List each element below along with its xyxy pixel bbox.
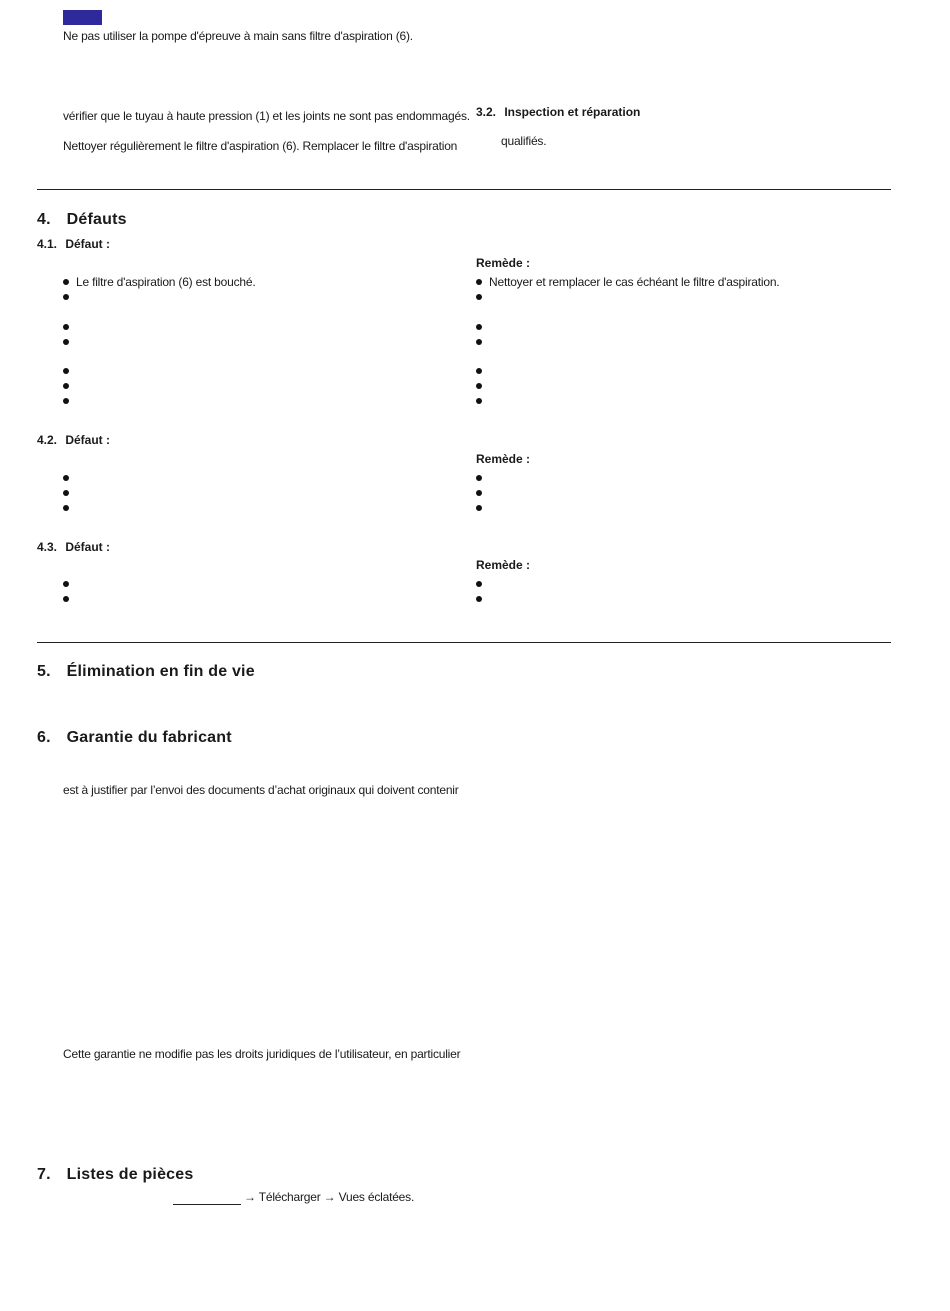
list-bullet <box>63 368 69 374</box>
fault-remedy: Nettoyer et remplacer le cas échéant le filtre d'aspiration. <box>489 275 780 289</box>
fault-number: 4.1. <box>37 237 58 251</box>
fault-label: Défaut : <box>65 237 111 251</box>
list-bullet <box>63 490 69 496</box>
divider <box>37 642 891 643</box>
remedy-label: Remède : <box>476 256 531 270</box>
list-bullet <box>476 339 482 345</box>
list-bullet <box>476 505 482 511</box>
section-4-heading <box>37 211 127 229</box>
section-title: Listes de pièces <box>66 1166 194 1183</box>
list-bullet <box>476 294 482 300</box>
section-number: 3.2. <box>476 105 497 119</box>
list-bullet <box>476 324 482 330</box>
list-bullet <box>63 475 69 481</box>
fault-label: Défaut : <box>65 433 111 447</box>
list-bullet <box>476 398 482 404</box>
list-bullet <box>63 581 69 587</box>
list-bullet <box>476 383 482 389</box>
section-5-heading <box>37 663 255 681</box>
fault-label: Défaut : <box>65 540 111 554</box>
fault-4-2-heading <box>37 433 110 447</box>
list-bullet <box>63 294 69 300</box>
section-number: 7. <box>37 1166 51 1183</box>
website-link[interactable] <box>173 1204 241 1205</box>
fault-number: 4.3. <box>37 540 58 554</box>
list-bullet <box>63 383 69 389</box>
list-bullet <box>476 475 482 481</box>
download-path-text: → Télécharger → Vues éclatées. <box>244 1190 415 1204</box>
list-bullet <box>476 596 482 602</box>
warning-text: Ne pas utiliser la pompe d'épreuve à main sans filtre d'aspiration (6). <box>63 29 413 43</box>
fault-4-3-heading <box>37 540 110 554</box>
list-bullet <box>63 398 69 404</box>
list-bullet <box>63 505 69 511</box>
warranty-paragraph-2: Cette garantie ne modifie pas les droits juridiques de l’utilisateur, en particulier <box>63 1047 461 1061</box>
remedy-label: Remède : <box>476 452 531 466</box>
list-bullet <box>63 324 69 330</box>
list-bullet <box>63 339 69 345</box>
list-bullet <box>63 596 69 602</box>
fault-number: 4.2. <box>37 433 58 447</box>
divider <box>37 189 891 190</box>
fault-cause: Le filtre d'aspiration (6) est bouché. <box>76 275 256 289</box>
section-number: 4. <box>37 211 51 228</box>
section-number: 6. <box>37 729 51 746</box>
section-title: Inspection et réparation <box>504 105 641 119</box>
section-7-heading <box>37 1166 193 1184</box>
warranty-paragraph-1: est à justifier par l’envoi des documents d’achat originaux qui doivent contenir <box>63 783 459 797</box>
section-title: Élimination en fin de vie <box>66 663 255 680</box>
list-bullet <box>476 368 482 374</box>
fault-4-1-heading <box>37 237 110 251</box>
list-bullet <box>476 490 482 496</box>
list-bullet <box>63 279 69 285</box>
section-number: 5. <box>37 663 51 680</box>
section-title: Garantie du fabricant <box>66 729 232 746</box>
list-bullet <box>476 581 482 587</box>
inspection-text: qualifiés. <box>501 134 547 148</box>
remedy-label: Remède : <box>476 558 531 572</box>
highlight-marker <box>63 10 102 25</box>
section-3-2-heading <box>476 105 640 119</box>
section-6-heading <box>37 729 232 747</box>
cleaning-paragraph: Nettoyer régulièrement le filtre d'aspiration (6). Remplacer le filtre d'aspiration <box>63 139 458 153</box>
inspection-paragraph-1: vérifier que le tuyau à haute pression (1) et les joints ne sont pas endommagés. <box>63 109 470 123</box>
section-title: Défauts <box>66 211 127 228</box>
list-bullet <box>476 279 482 285</box>
